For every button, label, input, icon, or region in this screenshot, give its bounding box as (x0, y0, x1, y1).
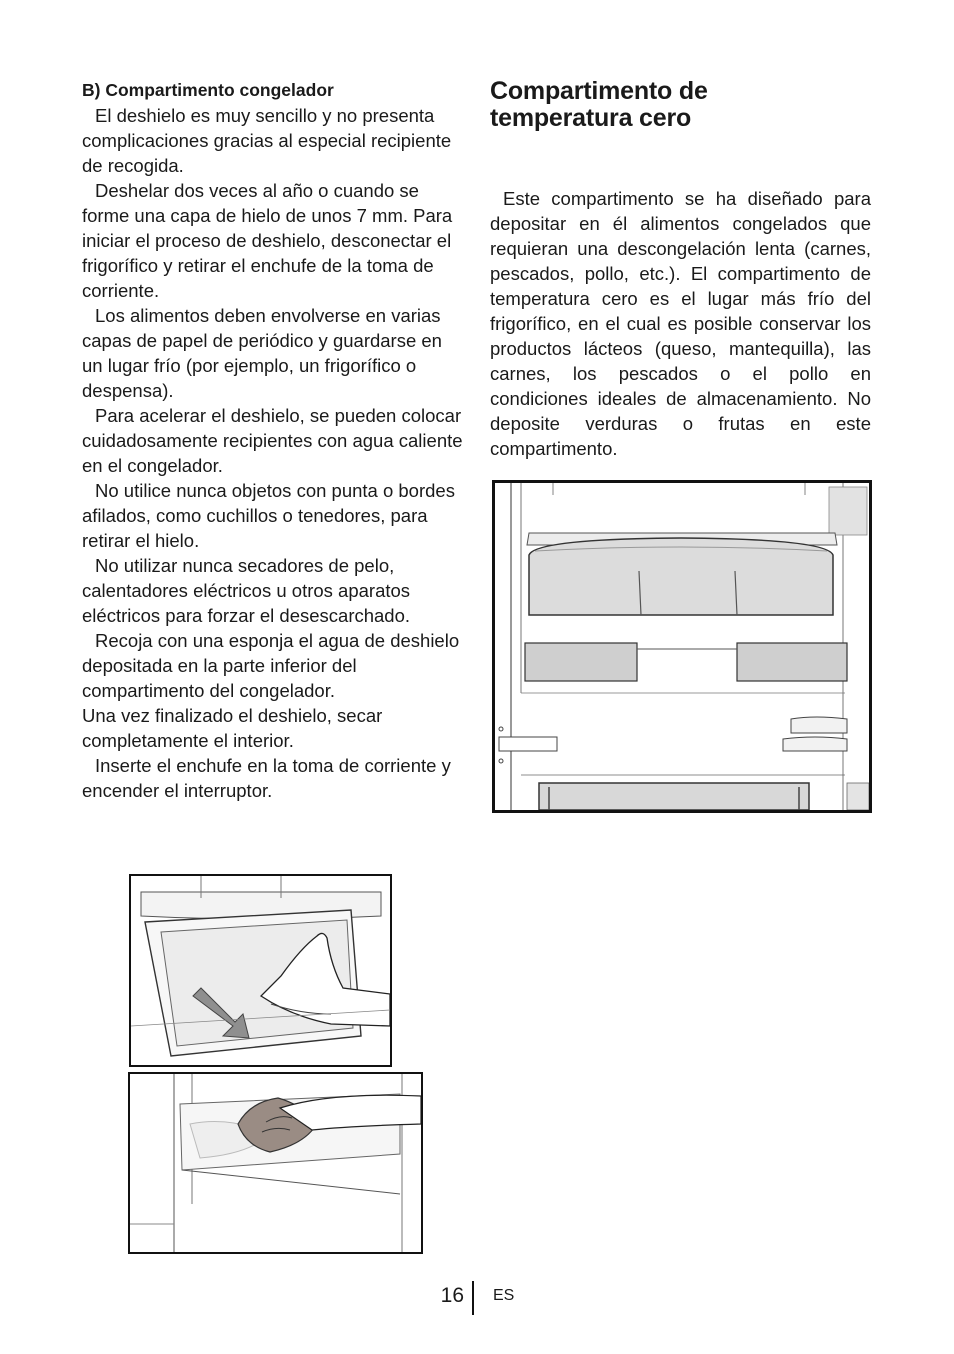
freezer-paragraph-6: No utilizar nunca secadores de pelo, calentadores eléctricos u otros aparatos eléctricos para forzar el desescarchado. (82, 555, 411, 626)
drawer-removal-illustration (129, 874, 392, 1067)
freezer-paragraph-7: Recoja con una esponja el agua de deshielo depositada en la parte inferior del compartimento del congelador. (82, 630, 460, 701)
freezer-section (82, 78, 466, 803)
language-code: ES (493, 1287, 515, 1304)
freezer-paragraph-8: Una vez finalizado el deshielo, secar completamente el interior. (82, 705, 383, 751)
drawer-removal-drawing (131, 876, 390, 1065)
freezer-paragraph-3: Los alimentos deben envolverse en varias capas de papel de periódico y guardarse en un lugar frío (por ejemplo, un frigorífico o despensa). (82, 305, 442, 401)
page-number: 16 (440, 1284, 464, 1307)
zero-body-text: Este compartimento se ha diseñado para depositar en él alimentos congelados que requieran una descongelación lenta (carnes, pescados, pollo, etc.). El compartimento de temperatura cero es el lugar más frío del frigorífico, en el cual es posible conservar los productos lácteos (queso, mantequilla), las carnes, los pescados o el pollo en condiciones ideales de almacenamiento. No deposite verduras o frutas en este compartimento. (490, 188, 871, 459)
freezer-paragraph-2: Deshelar dos veces al año o cuando se forme una capa de hielo de unos 7 mm. Para iniciar el proceso de deshielo, desconectar el frigorífico y retirar el enchufe de la toma de corriente. (82, 180, 453, 301)
sponge-wiping-illustration (128, 1072, 423, 1254)
freezer-paragraph-9: Inserte el enchufe en la toma de corriente y encender el interruptor. (82, 755, 451, 801)
sponge-wiping-drawing (130, 1074, 421, 1252)
zero-heading-line-1: Compartimento de (490, 77, 708, 105)
zero-temperature-section (490, 78, 871, 461)
zero-heading-line-2: temperatura cero (490, 104, 692, 132)
footer-divider (472, 1281, 474, 1315)
fridge-interior-drawing (495, 483, 869, 810)
zero-compartment-illustration (492, 480, 872, 813)
freezer-paragraph-1: El deshielo es muy sencillo y no presenta complicaciones gracias al especial recipiente de recogida. (82, 105, 452, 176)
page-footer (0, 1281, 954, 1317)
freezer-paragraph-4: Para acelerar el deshielo, se pueden colocar cuidadosamente recipientes con agua caliente en el congelador. (82, 405, 463, 476)
zero-heading (490, 78, 871, 132)
freezer-paragraph-5: No utilice nunca objetos con punta o bordes afilados, como cuchillos o tenedores, para retirar el hielo. (82, 480, 455, 551)
freezer-subheading: B) Compartimento congelador (82, 80, 334, 100)
